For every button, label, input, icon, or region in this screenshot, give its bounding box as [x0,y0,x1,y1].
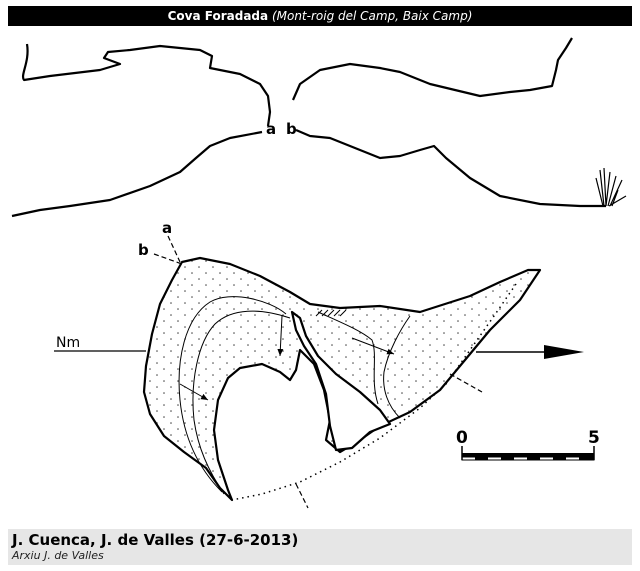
vegetation-icon [596,168,626,206]
section-profile [12,38,606,216]
section-left-floor [12,132,262,216]
plan-label-a: a [162,219,173,237]
section-label-b: b [286,120,297,138]
cave-name: Cova Foradada [167,9,269,23]
scale-min-label: 0 [456,428,468,448]
north-label: Nm [56,335,81,351]
plan-label-b: b [138,241,149,259]
cave-location: (Mont-roig del Camp, Baix Camp) [271,9,473,23]
credits-footer [8,529,632,565]
section-right-ceiling [293,38,572,100]
survey-authors: J. Cuenca, J. de Valles (27-6-2013) [12,531,299,549]
survey-archive: Arxiu J. de Valles [12,549,104,562]
scale-max-label: 5 [588,428,600,448]
section-left-ceiling [23,44,270,126]
direction-arrow-icon [476,345,584,359]
plan-view [54,236,584,508]
section-right-floor [296,130,606,206]
scale-bar [462,446,594,460]
section-label-a: a [266,120,277,138]
